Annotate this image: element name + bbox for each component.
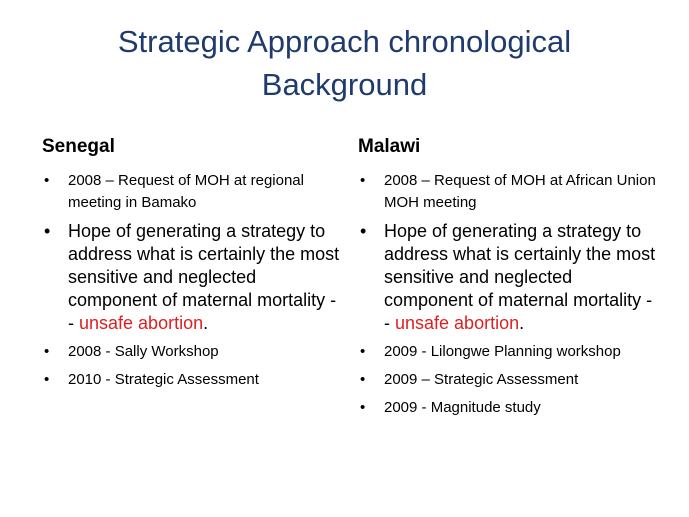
unsafe-abortion-highlight: unsafe abortion	[395, 313, 520, 333]
list-item	[358, 397, 658, 419]
bullet-dot-icon: •	[44, 221, 51, 241]
list-item-text: 2008 - Sally Workshop	[68, 343, 219, 360]
bullet-dot-icon: •	[44, 172, 50, 189]
list-item	[358, 170, 658, 214]
list-item-text	[68, 221, 339, 333]
bullet-dot-icon: •	[44, 343, 50, 360]
list-item	[42, 170, 342, 214]
slide-title-line-2: Background	[261, 67, 428, 102]
malawi-heading: Malawi	[358, 136, 421, 157]
bullet-dot-icon: •	[360, 343, 366, 360]
list-item-text: 2009 - Lilongwe Planning workshop	[384, 343, 621, 360]
slide-title-line-1: Strategic Approach chronological	[117, 24, 572, 59]
list-item-text-part: .	[519, 313, 525, 333]
list-item-text-part: Hope of generating a strategy to address what is certainly the most sensitive and neglected component of maternal mortality --	[384, 221, 656, 333]
senegal-heading: Senegal	[42, 136, 115, 157]
list-item-text-part: .	[203, 313, 209, 333]
bullet-dot-icon: •	[360, 221, 367, 241]
list-item	[42, 341, 342, 363]
list-item	[42, 220, 342, 335]
senegal-bullet-list	[42, 170, 342, 391]
bullet-dot-icon: •	[360, 399, 366, 416]
senegal-column	[42, 134, 342, 397]
list-item-text	[384, 221, 655, 333]
list-item-text: 2008 – Request of MOH at regional meeting in Bamako	[68, 172, 304, 211]
unsafe-abortion-highlight: unsafe abortion	[79, 313, 204, 333]
list-item	[42, 369, 342, 391]
list-item	[358, 341, 658, 363]
list-item	[358, 220, 658, 335]
list-item-text: 2009 – Strategic Assessment	[384, 371, 579, 388]
list-item-text: 2010 - Strategic Assessment	[68, 371, 259, 388]
malawi-column	[358, 134, 658, 425]
list-item-text: 2008 – Request of MOH at African Union MOH meeting	[384, 172, 656, 211]
malawi-bullet-list	[358, 170, 658, 419]
list-item	[358, 369, 658, 391]
list-item-text: 2009 - Magnitude study	[384, 399, 541, 416]
bullet-dot-icon: •	[44, 371, 50, 388]
bullet-dot-icon: •	[360, 172, 366, 189]
bullet-dot-icon: •	[360, 371, 366, 388]
slide-title	[20, 20, 669, 106]
list-item-text-part: Hope of generating a strategy to address what is certainly the most sensitive and neglected component of maternal mortality --	[68, 221, 340, 333]
